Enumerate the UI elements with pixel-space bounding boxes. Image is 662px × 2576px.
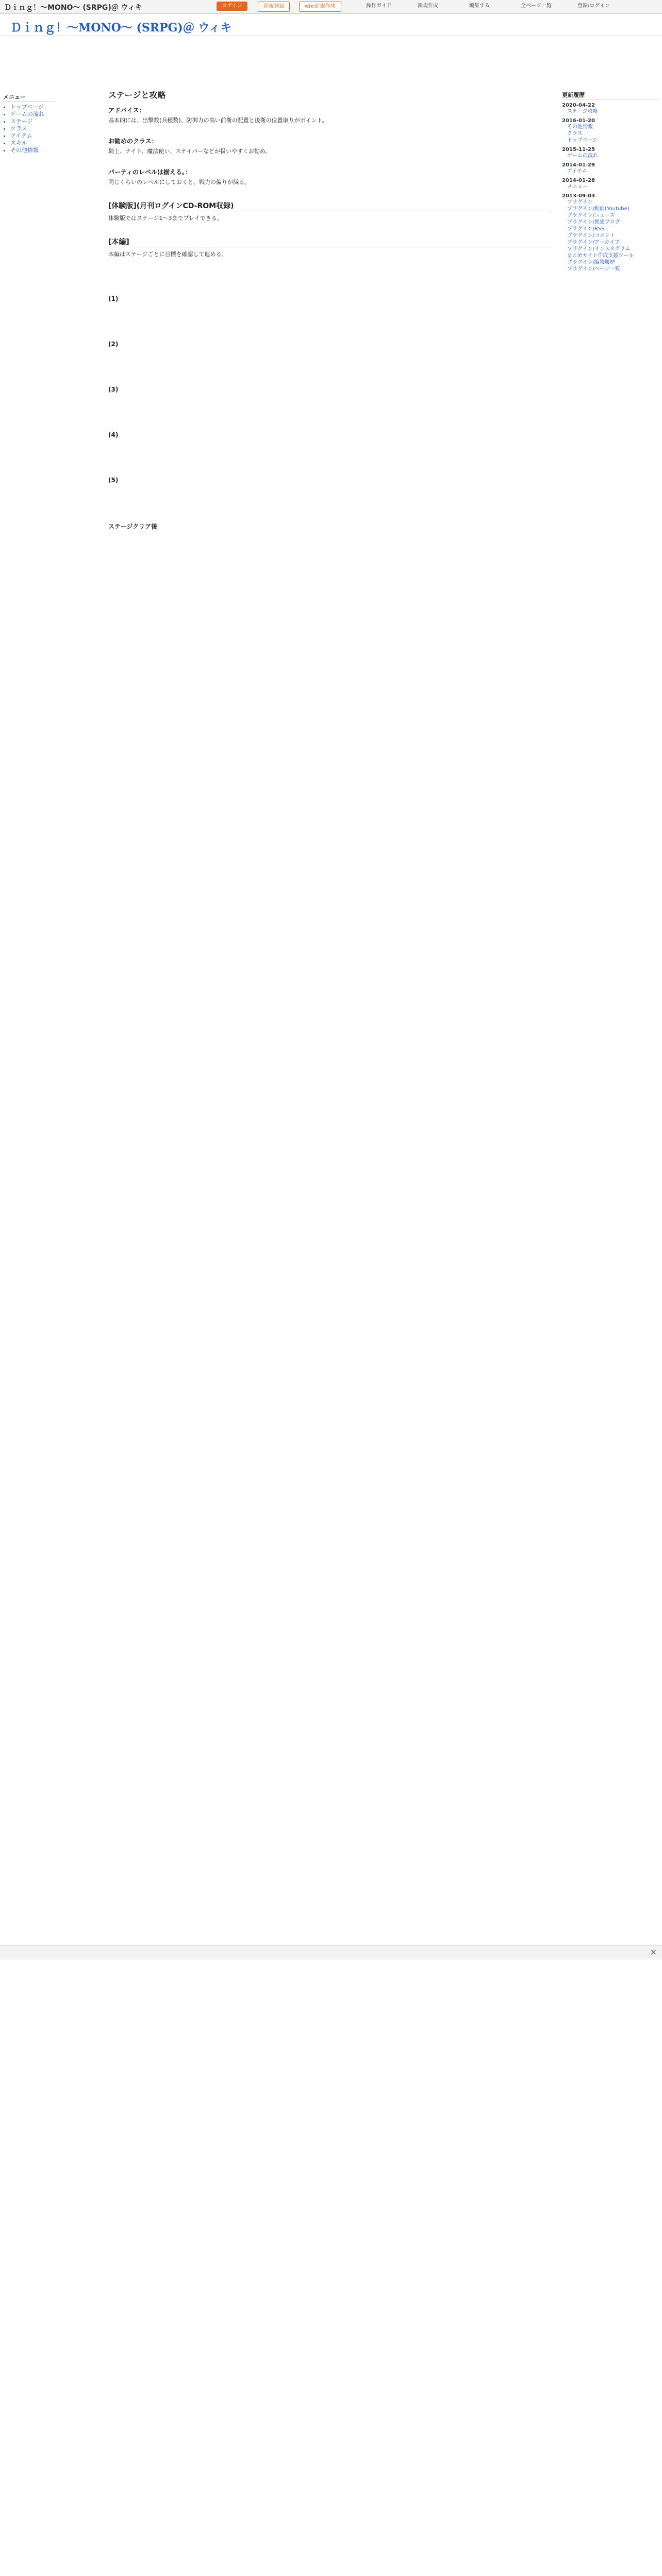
advice-heading: アドバイス：: [108, 107, 145, 114]
top-bar: [0, 0, 662, 14]
final-heading: ステージクリア後: [108, 523, 158, 530]
update-date: 2015-11-25: [562, 147, 595, 152]
update-entry[interactable]: アイテム: [567, 168, 587, 174]
edit-link[interactable]: 編集する: [469, 3, 490, 9]
menu-item[interactable]: • トップページ: [10, 104, 55, 111]
menu-item[interactable]: • アイテム: [10, 132, 55, 140]
trial-section-text: 体験版ではステージ1〜3までプレイできる。: [108, 215, 223, 222]
update-entry[interactable]: プラグイン/編集履歴: [567, 260, 615, 265]
menu-item[interactable]: • その他情報: [10, 147, 55, 154]
update-date: 2013-09-03: [562, 193, 595, 199]
stage-heading: (4): [108, 431, 119, 438]
update-date: 2014-01-28: [562, 178, 595, 183]
update-date: 2020-04-22: [562, 103, 595, 108]
update-entry[interactable]: プラグイン/アーカイブ: [567, 240, 620, 245]
menu-item[interactable]: • スキル: [10, 140, 55, 147]
main-section-text: 本編はステージごとに目標を確認して進める。: [108, 251, 227, 258]
update-entry[interactable]: プラグイン: [567, 199, 593, 205]
stage-heading: (1): [108, 295, 119, 302]
trial-section-heading: [体験版](月刊ログインCD-ROM収録): [108, 200, 552, 211]
left-menu: [3, 93, 55, 154]
class-heading: お勧めのクラス：: [108, 138, 158, 145]
update-entry[interactable]: まとめサイト作成支援ツール: [567, 253, 634, 259]
update-entry[interactable]: プラグイン/ニュース: [567, 213, 615, 218]
advice-text: 基本的には、出撃数(兵種数)、防御力の高い前衛の配置と後衛の位置取りがポイント。: [108, 117, 328, 124]
update-date: 2014-01-29: [562, 162, 595, 168]
new-wiki-button[interactable]: wiki新規作成: [299, 2, 341, 12]
wiki-logo[interactable]: Ｄｉｎｇ！〜MONO〜 (SRPG)＠ ウィキ: [10, 21, 232, 35]
new-page-link[interactable]: 新規作成: [418, 3, 438, 9]
update-title: 更新履歴: [562, 91, 659, 99]
stage-heading: (5): [108, 477, 119, 484]
update-history: [562, 91, 659, 273]
menu-item[interactable]: • ゲームの流れ: [10, 111, 55, 118]
account-link[interactable]: 登録/ログイン: [577, 3, 610, 9]
notice-bar: [0, 1945, 662, 1959]
update-entry[interactable]: トップページ: [567, 138, 598, 143]
level-text: 同じくらいのレベルにしておくと、戦力の偏りが減る。: [108, 179, 250, 185]
page-title: ステージと攻略: [108, 90, 166, 100]
update-entry[interactable]: プラグイン/コメント: [567, 233, 615, 239]
update-entry[interactable]: ゲームの流れ: [567, 153, 598, 159]
header: [0, 14, 662, 36]
update-entry[interactable]: プラグイン/ページ一覧: [567, 266, 620, 272]
main-content: [108, 89, 552, 533]
update-entry[interactable]: プラグイン/インスタグラム: [567, 246, 631, 252]
register-button[interactable]: 新規登録: [258, 2, 290, 12]
update-entry[interactable]: メニュー: [567, 184, 588, 190]
stage-heading: (2): [108, 341, 119, 348]
level-heading: パーティのレベルは揃える。：: [108, 168, 192, 176]
menu-title: メニュー: [3, 93, 55, 101]
menu-item[interactable]: • クラス: [10, 125, 55, 132]
site-name[interactable]: Ｄｉｎｇ！〜MONO〜 (SRPG)＠ ウィキ: [4, 4, 142, 12]
update-entry[interactable]: その他情報: [567, 124, 593, 130]
guide-link[interactable]: 操作ガイド: [366, 3, 392, 9]
stage-heading: (3): [108, 386, 119, 393]
update-entry[interactable]: クラス: [567, 131, 583, 137]
update-entry[interactable]: プラグイン/関連ブログ: [567, 219, 620, 225]
all-pages-link[interactable]: 全ページ一覧: [521, 3, 552, 9]
update-entry[interactable]: プラグイン/RSS: [567, 226, 605, 232]
login-button[interactable]: ログイン: [217, 2, 247, 11]
update-entry[interactable]: ステージ攻略: [567, 109, 598, 114]
menu-item[interactable]: • ステージ: [10, 118, 55, 125]
update-date: 2016-01-20: [562, 118, 595, 124]
class-text: 騎士、ナイト、魔法使い、スナイパーなどが扱いやすくお勧め。: [108, 148, 271, 155]
update-entry[interactable]: プラグイン/動画(Youtube): [567, 206, 630, 212]
main-section-heading: [本編]: [108, 236, 552, 247]
close-icon[interactable]: ×: [650, 1947, 657, 1957]
